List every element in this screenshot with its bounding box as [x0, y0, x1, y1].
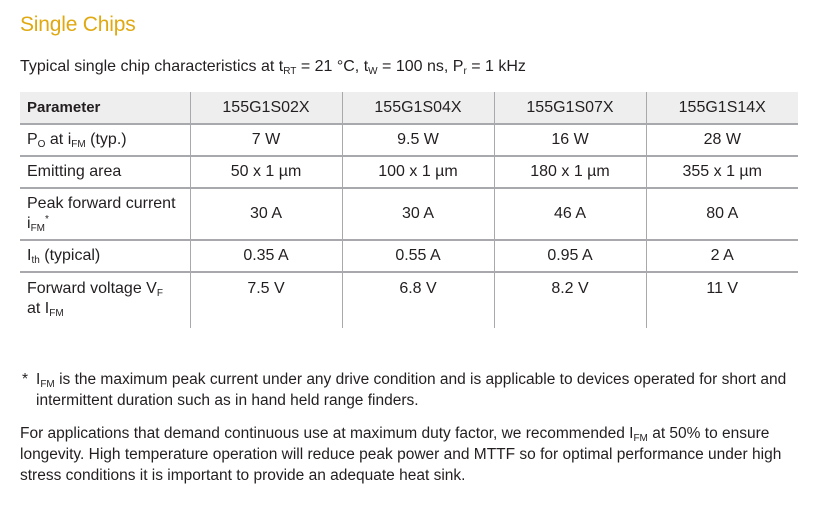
- table-row: [20, 124, 798, 156]
- intro-p-sub: r: [463, 66, 467, 77]
- footnote-body: is the maximum peak current under any drive condition and is applicable to devices operated for short and intermittent duration such as in hand held range finders.: [36, 371, 787, 409]
- table-cell: 6.8 V: [342, 272, 494, 328]
- label-part: at I: [27, 300, 50, 317]
- row-label-emitting-area: Emitting area: [20, 156, 190, 188]
- table-cell: 9.5 W: [342, 124, 494, 156]
- label-sub: F: [156, 288, 163, 299]
- label-sub: O: [37, 139, 46, 150]
- label-part: (typ.): [85, 131, 127, 148]
- note-part: at 50% to ensure longevity. High temperature operation will reduce peak power and MTTF so for optimal performance under high stress conditions it is important to provide an adequate heat sink.: [20, 425, 782, 484]
- table-header-row: [20, 92, 798, 124]
- table-cell: 50 x 1 µm: [190, 156, 342, 188]
- header-model: 155G1S07X: [494, 92, 646, 124]
- label-part: i: [27, 215, 31, 232]
- note-part: For applications that demand continuous use at maximum duty factor, we recommended I: [20, 425, 634, 442]
- table-cell: 7 W: [190, 124, 342, 156]
- label-sub: FM: [49, 308, 64, 319]
- row-label-threshold-current: [20, 240, 190, 272]
- section-title: Single Chips: [20, 13, 136, 36]
- table-cell: 80 A: [646, 188, 798, 240]
- footnote-symbol-sub: FM: [40, 379, 55, 390]
- row-label-forward-voltage: [20, 272, 190, 328]
- table-cell: 16 W: [494, 124, 646, 156]
- intro-t-val: = 21 °C, t: [296, 58, 369, 75]
- footnote-symbol: I: [36, 371, 41, 388]
- application-note: [20, 423, 805, 486]
- label-part: I: [27, 247, 32, 264]
- table-cell: 355 x 1 µm: [646, 156, 798, 188]
- footnote: [20, 369, 800, 411]
- row-label-output-power: [20, 124, 190, 156]
- label-part: Forward voltage V: [27, 280, 157, 297]
- table-cell: 7.5 V: [190, 272, 342, 328]
- table-row: [20, 188, 798, 240]
- table-cell: 0.55 A: [342, 240, 494, 272]
- footnote-text: [20, 369, 800, 411]
- label-part: (typical): [39, 247, 101, 264]
- table-cell: 8.2 V: [494, 272, 646, 328]
- footnote-marker: *: [22, 371, 29, 388]
- header-model: 155G1S02X: [190, 92, 342, 124]
- label-part: at i: [45, 131, 72, 148]
- label-part: P: [27, 131, 38, 148]
- header-model: 155G1S04X: [342, 92, 494, 124]
- intro-t-sub: RT: [283, 66, 297, 77]
- table-cell: 0.35 A: [190, 240, 342, 272]
- table-cell: 100 x 1 µm: [342, 156, 494, 188]
- table-row: [20, 156, 798, 188]
- intro-prefix: Typical single chip characteristics at t: [20, 58, 284, 75]
- table-cell: 0.95 A: [494, 240, 646, 272]
- table-cell: 2 A: [646, 240, 798, 272]
- table-cell: 180 x 1 µm: [494, 156, 646, 188]
- header-parameter: Parameter: [20, 92, 190, 124]
- table-cell: 30 A: [190, 188, 342, 240]
- table-cell: 28 W: [646, 124, 798, 156]
- label-sub: th: [31, 255, 40, 266]
- table-cell: 11 V: [646, 272, 798, 328]
- header-model: 155G1S14X: [646, 92, 798, 124]
- intro-w-sub: W: [368, 66, 378, 77]
- intro-p-val: = 1 kHz: [466, 58, 526, 75]
- table-row: [20, 240, 798, 272]
- label-sup: *: [45, 214, 49, 225]
- table-cell: 30 A: [342, 188, 494, 240]
- note-sub: FM: [633, 433, 648, 444]
- label-sub: FM: [30, 223, 46, 234]
- table-cell: 46 A: [494, 188, 646, 240]
- intro-text: [20, 57, 526, 77]
- chip-characteristics-table: [20, 92, 798, 328]
- intro-w-val: = 100 ns, P: [377, 58, 464, 75]
- table-row: [20, 272, 798, 328]
- label-sub: FM: [71, 139, 86, 150]
- row-label-peak-forward-current: [20, 188, 190, 240]
- label-part: Peak forward current: [27, 195, 176, 212]
